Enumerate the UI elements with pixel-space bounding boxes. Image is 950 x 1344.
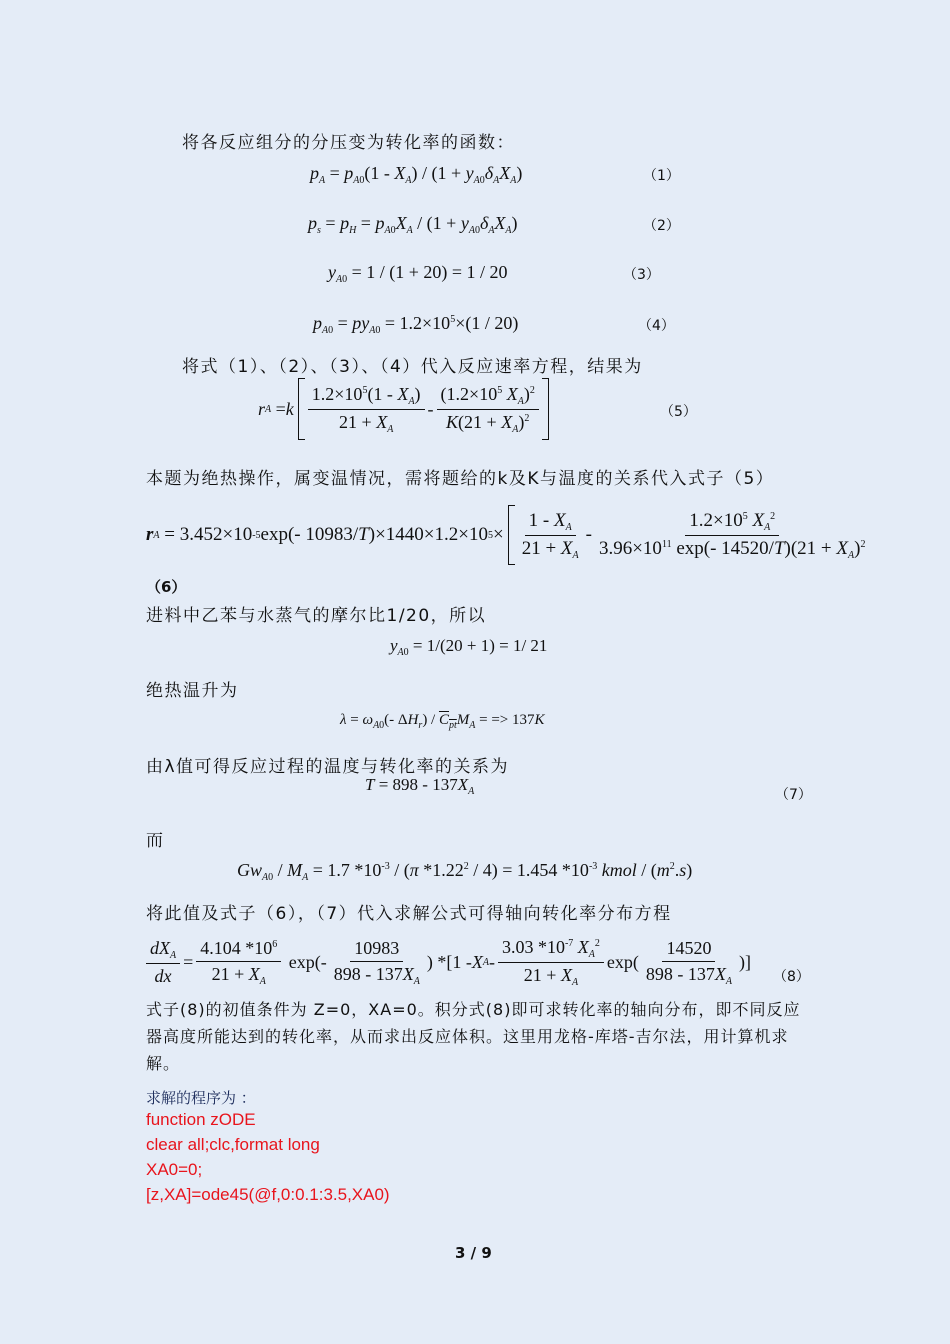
equation-6: r A = 3.452×10 -5 exp(- 10983/ T )×1440×1.2×10 5 × $\frac{1 - X_A}{21 + X_A}$ - $\frac{1.2\times 10^5 X_A^2}{3.96\times 10^{11} \exp(- 14520/T)(21 + X_A)^2}$ <box>146 505 872 565</box>
equation-8-number: （8） <box>773 969 810 985</box>
substitute2-text: 将此值及式子（6），（7）代入求解公式可得轴向转化率分布方程 <box>146 904 672 924</box>
code-line-3: XA0=0; <box>146 1160 203 1179</box>
equation-4-number: （4） <box>638 318 675 334</box>
er-text: 而 <box>146 831 165 851</box>
code-line-2: clear all;clc,format long <box>146 1135 320 1154</box>
equation-4: $p_{A0} = py_{A0} = 1.2\times 10^5\times(1 / 20)$ <box>313 313 519 336</box>
feed-text: 进料中乙苯与水蒸气的摩尔比1/20，所以 <box>146 606 487 626</box>
substitute-text: 将式（1）、（2）、（3）、（4）代入反应速率方程，结果为 <box>182 357 643 377</box>
equation-3-number: （3） <box>623 267 660 283</box>
equation-lambda: $\lambda = \omega_{A0}(-$ $\Delta H_r) / C_{pt}M_A$ = => 137K <box>340 712 545 731</box>
equation-6-number: （6） <box>146 578 187 596</box>
intro-text: 将各反应组分的分压变为转化率的函数： <box>182 133 515 153</box>
initial-condition-paragraph: 式子(8)的初值条件为 Z=0，XA=0。积分式(8)即可求转化率的轴向分布，即不同反应器高度所能达到的转化率，从而求出反应体积。这里用龙格-库塔-吉尔法，用计算机求解。 <box>146 1000 801 1073</box>
relation-text: 由λ值可得反应过程的温度与转化率的关系为 <box>146 757 510 777</box>
equation-2: $p_s = p_H = p_{A0}X_A / (1 + y_{A0}\delta_AX_A)$ <box>308 213 518 236</box>
equation-7-number: （7） <box>775 787 812 803</box>
equation-7: $T = 898 - 137X_A$ <box>365 775 475 797</box>
equation-3: $y_{A0} = 1 / (1 + 20) = 1 / 20$ <box>328 262 508 285</box>
equation-8: $\frac{dX_A}{dx}$ = $\frac{4.104 *10^6}{21 + X_A}$ exp(- $\frac{10983}{898 - 137X_A}$ ) *[1 - X A - $\frac{3.03 *10^{-7} X_A^2}{21 + X_A}$ exp( $\frac{14520}{898 - 137X_A}$ )] <box>146 937 751 988</box>
equation-1-number: （1） <box>643 168 680 184</box>
rise-text: 绝热温升为 <box>146 681 239 701</box>
adiabatic-text: 本题为绝热操作，属变温情况，需将题给的k及K与温度的关系代入式子（5） <box>146 469 775 489</box>
code-line-4: [z,XA]=ode45(@f,0:0.1:3.5,XA0) <box>146 1185 390 1204</box>
equation-ya0: $y_{A0} = 1/(20 + 1) = 1/$ 21 <box>390 636 548 658</box>
page-number: 3 / 9 <box>455 1244 492 1262</box>
equation-5: r A = k $\frac{1.2\times 10^5(1 - X_A)}{21 + X_A}$ - $\frac{(1.2\times 10^5 X_A)^2}{K(21 + X_A)^2}$ <box>258 378 549 440</box>
program-heading: 求解的程序为 ： <box>146 1089 256 1107</box>
equation-5-number: （5） <box>660 404 697 420</box>
equation-2-number: （2） <box>643 218 680 234</box>
equation-gwa: $Gw_{A0} / M_A = 1.7$ $*10^{-3} / (\pi$ *1.22$^2$ / 4) = 1.454 $*10^{-3}$ kmol / $(m^2.s)$ <box>237 860 693 883</box>
equation-1: $p_A = p_{A0}(1 - X_A) / (1 + y_{A0}\delta_AX_A)$ <box>310 163 523 186</box>
code-line-1: function zODE <box>146 1110 256 1129</box>
